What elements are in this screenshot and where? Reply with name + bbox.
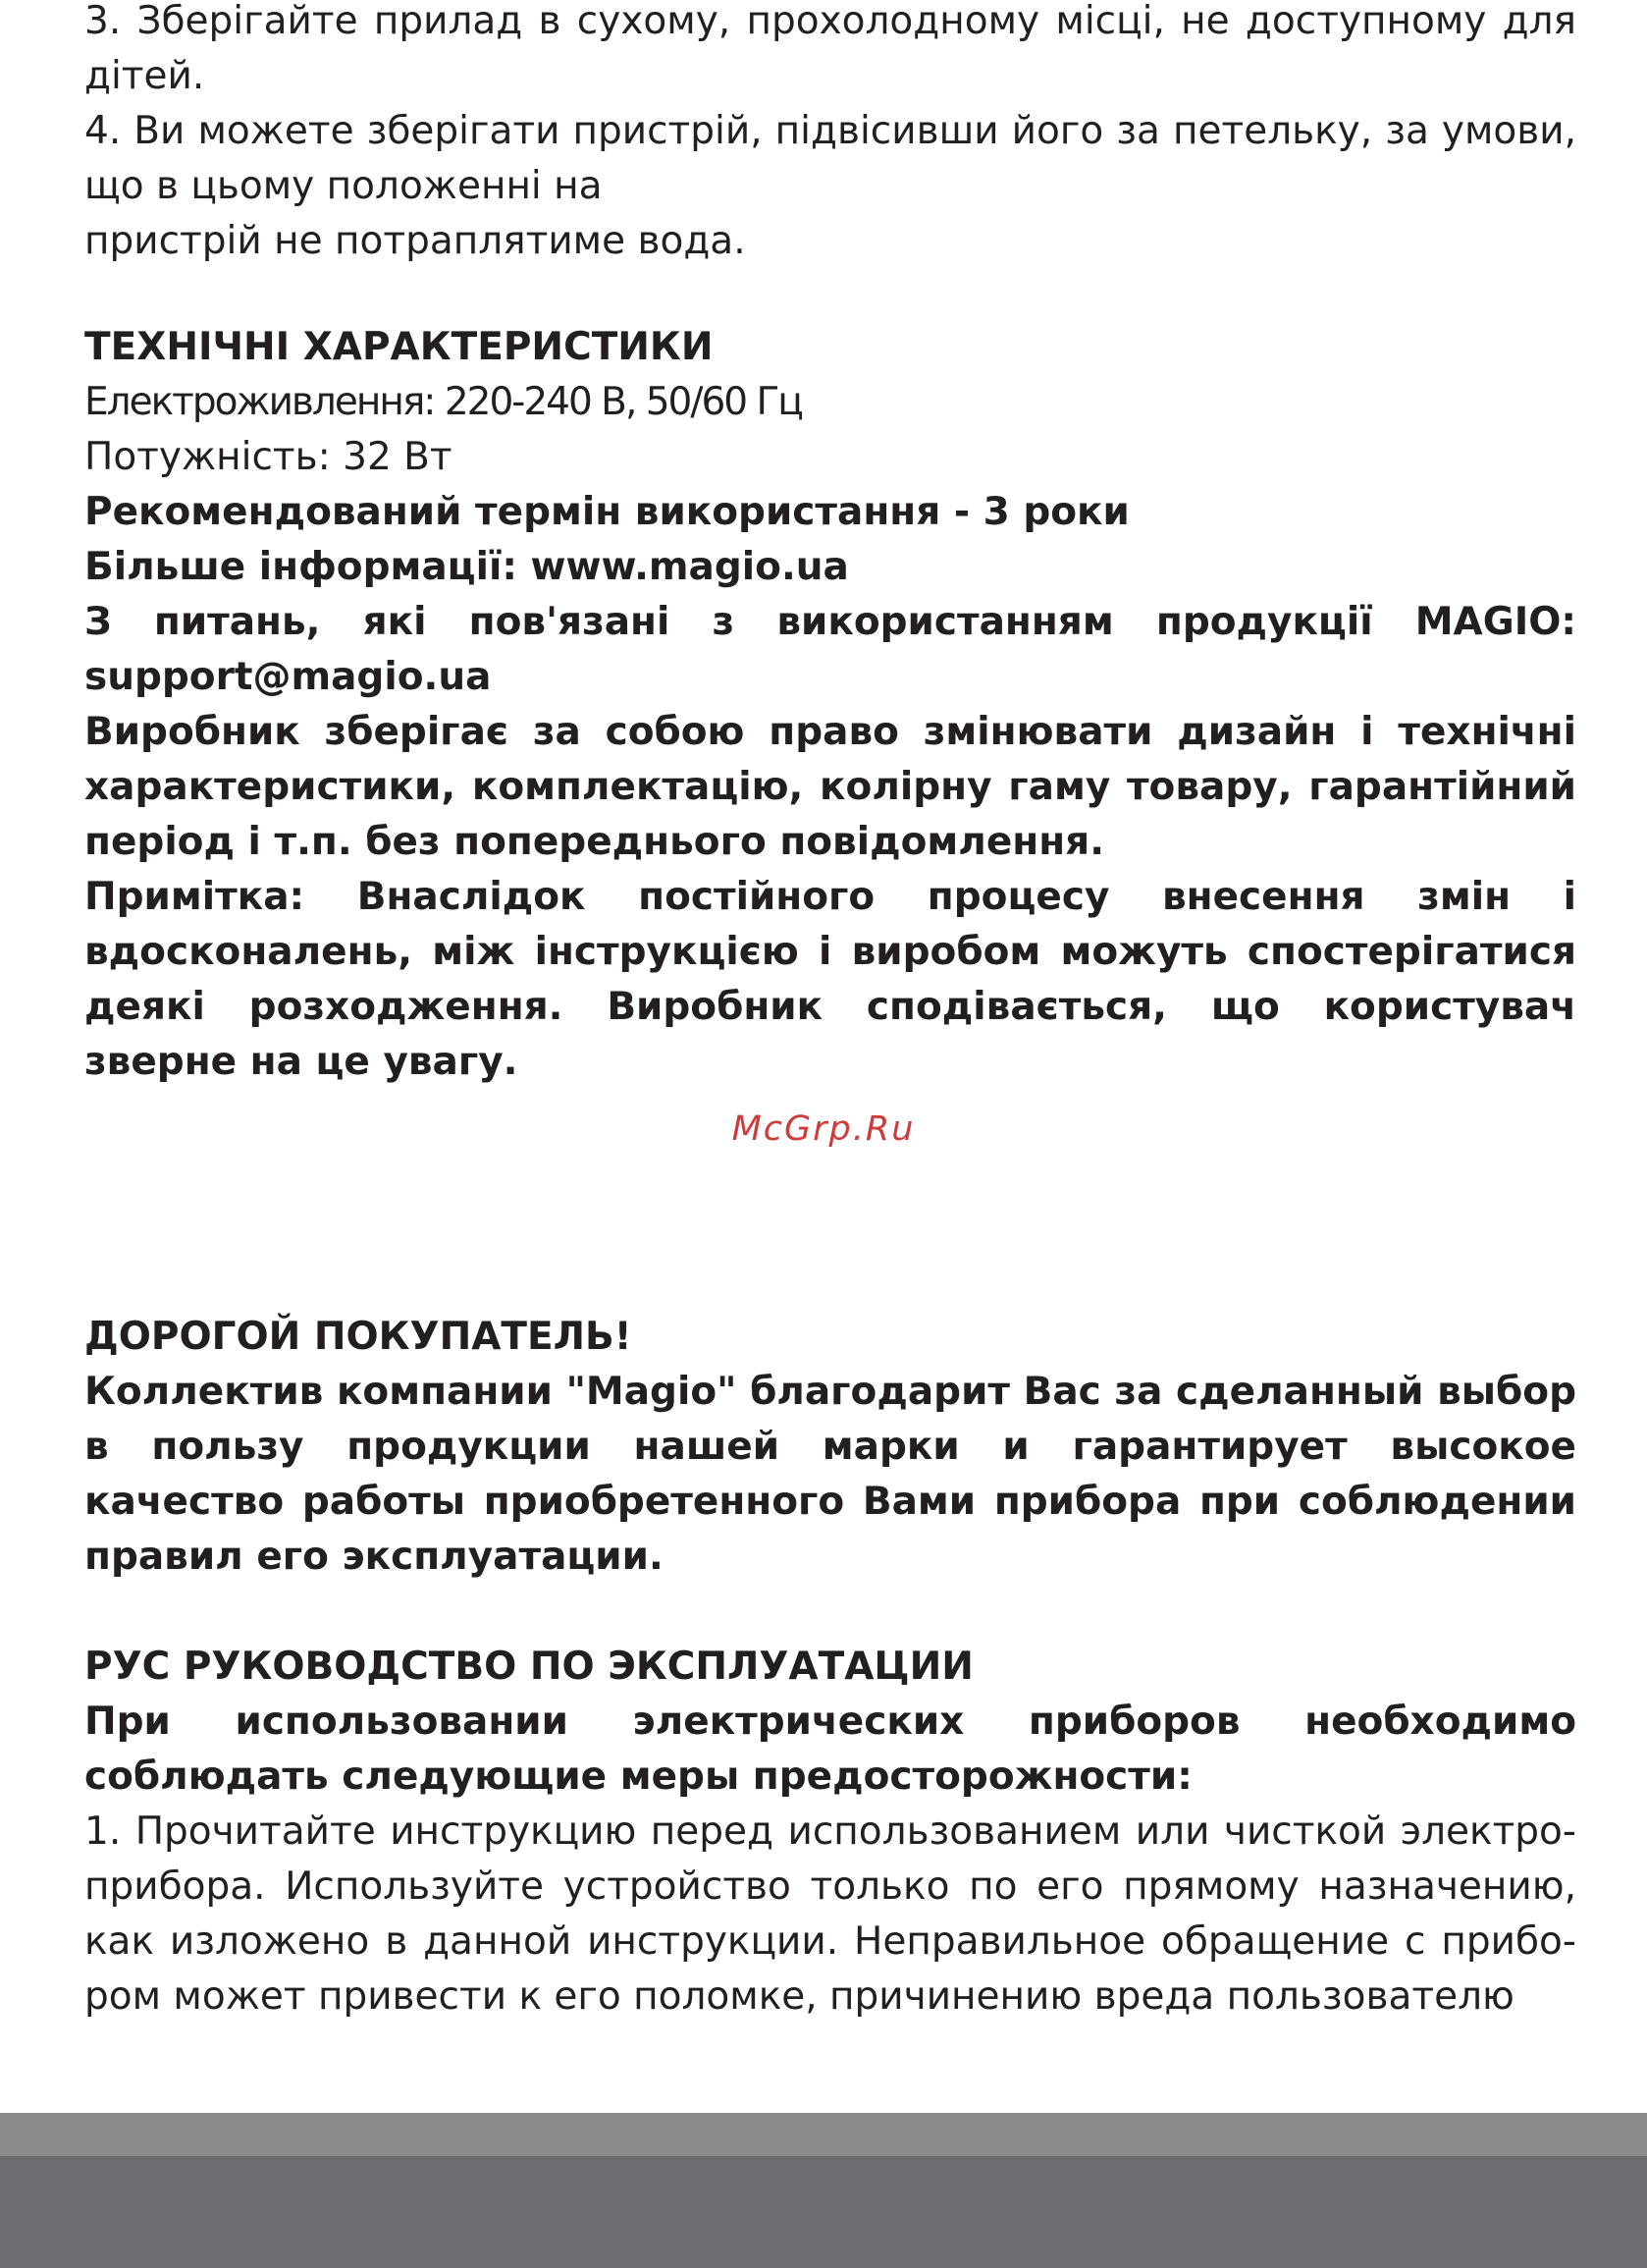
tech-lifetime: Рекомендований термін використання - 3 роки xyxy=(84,490,1130,534)
ru-item-1: 1. Прочитайте инструкцию перед использованием или чисткой электро-прибора. Используйте устройство только по его прямому назначению, как изложено в данной инструкции. Неправильное обращение с прибо-ром может привести к его поломке, причинению вреда пользователю xyxy=(84,1809,1576,2019)
ru-manual-heading: РУС РУКОВОДСТВО ПО ЭКСПЛУАТАЦИИ xyxy=(84,1645,974,1689)
russian-intro-section xyxy=(84,1310,1576,1585)
tech-support: З питань, які пов'язані з використанням продукції MAGIO: support@magio.ua xyxy=(84,600,1576,699)
ru-greeting: ДОРОГОЙ ПОКУПАТЕЛЬ! xyxy=(84,1315,632,1359)
tech-heading: ТЕХНІЧНІ ХАРАКТЕРИСТИКИ xyxy=(84,325,714,369)
footer-band-dark xyxy=(0,2156,1647,2268)
tech-power-supply: Електроживлення: 220-240 В, 50/60 Гц xyxy=(84,380,802,424)
footer-band-light xyxy=(0,2113,1647,2156)
watermark-text: McGrp.Ru xyxy=(731,1109,916,1149)
tech-note: Примітка: Внаслідок постійного процесу внесення змін і вдосконалень, між інструкцією і виробом можуть спостерігатися деякі розходження. Виробник сподівається, що користувач зверне на це увагу. xyxy=(84,875,1576,1084)
tech-more-info: Більше інформації: www.magio.ua xyxy=(84,545,849,589)
tech-rights: Виробник зберігає за собою право змінювати дизайн і технічні характеристики, комплектацію, колірну гаму товару, гарантійний період і т.п. без попереднього повідомлення. xyxy=(84,710,1576,864)
tech-power: Потужність: 32 Вт xyxy=(84,435,452,479)
technical-specs-section xyxy=(84,320,1576,1090)
ru-thanks: Коллектив компании "Magio" благодарит Вас за сделанный выбор в пользу продукции нашей марки и гарантирует высокое качество работы приобретенного Вами прибора при соблюдении правил его эксплуатации. xyxy=(84,1370,1576,1579)
russian-manual-section xyxy=(84,1640,1576,2025)
ru-precautions: При использовании электрических приборов необходимо соблюдать следующие меры предосторожности: xyxy=(84,1700,1576,1799)
storage-section xyxy=(84,0,1576,269)
storage-item-4: 4. Ви можете зберігати пристрій, підвісивши його за петельку, за умови, що в цьому положенні на xyxy=(84,109,1576,208)
storage-item-4-continued: пристрій не потраплятиме вода. xyxy=(84,219,746,263)
storage-item-3: 3. Зберігайте прилад в сухому, прохолодному місці, не доступному для дітей. xyxy=(84,0,1576,98)
